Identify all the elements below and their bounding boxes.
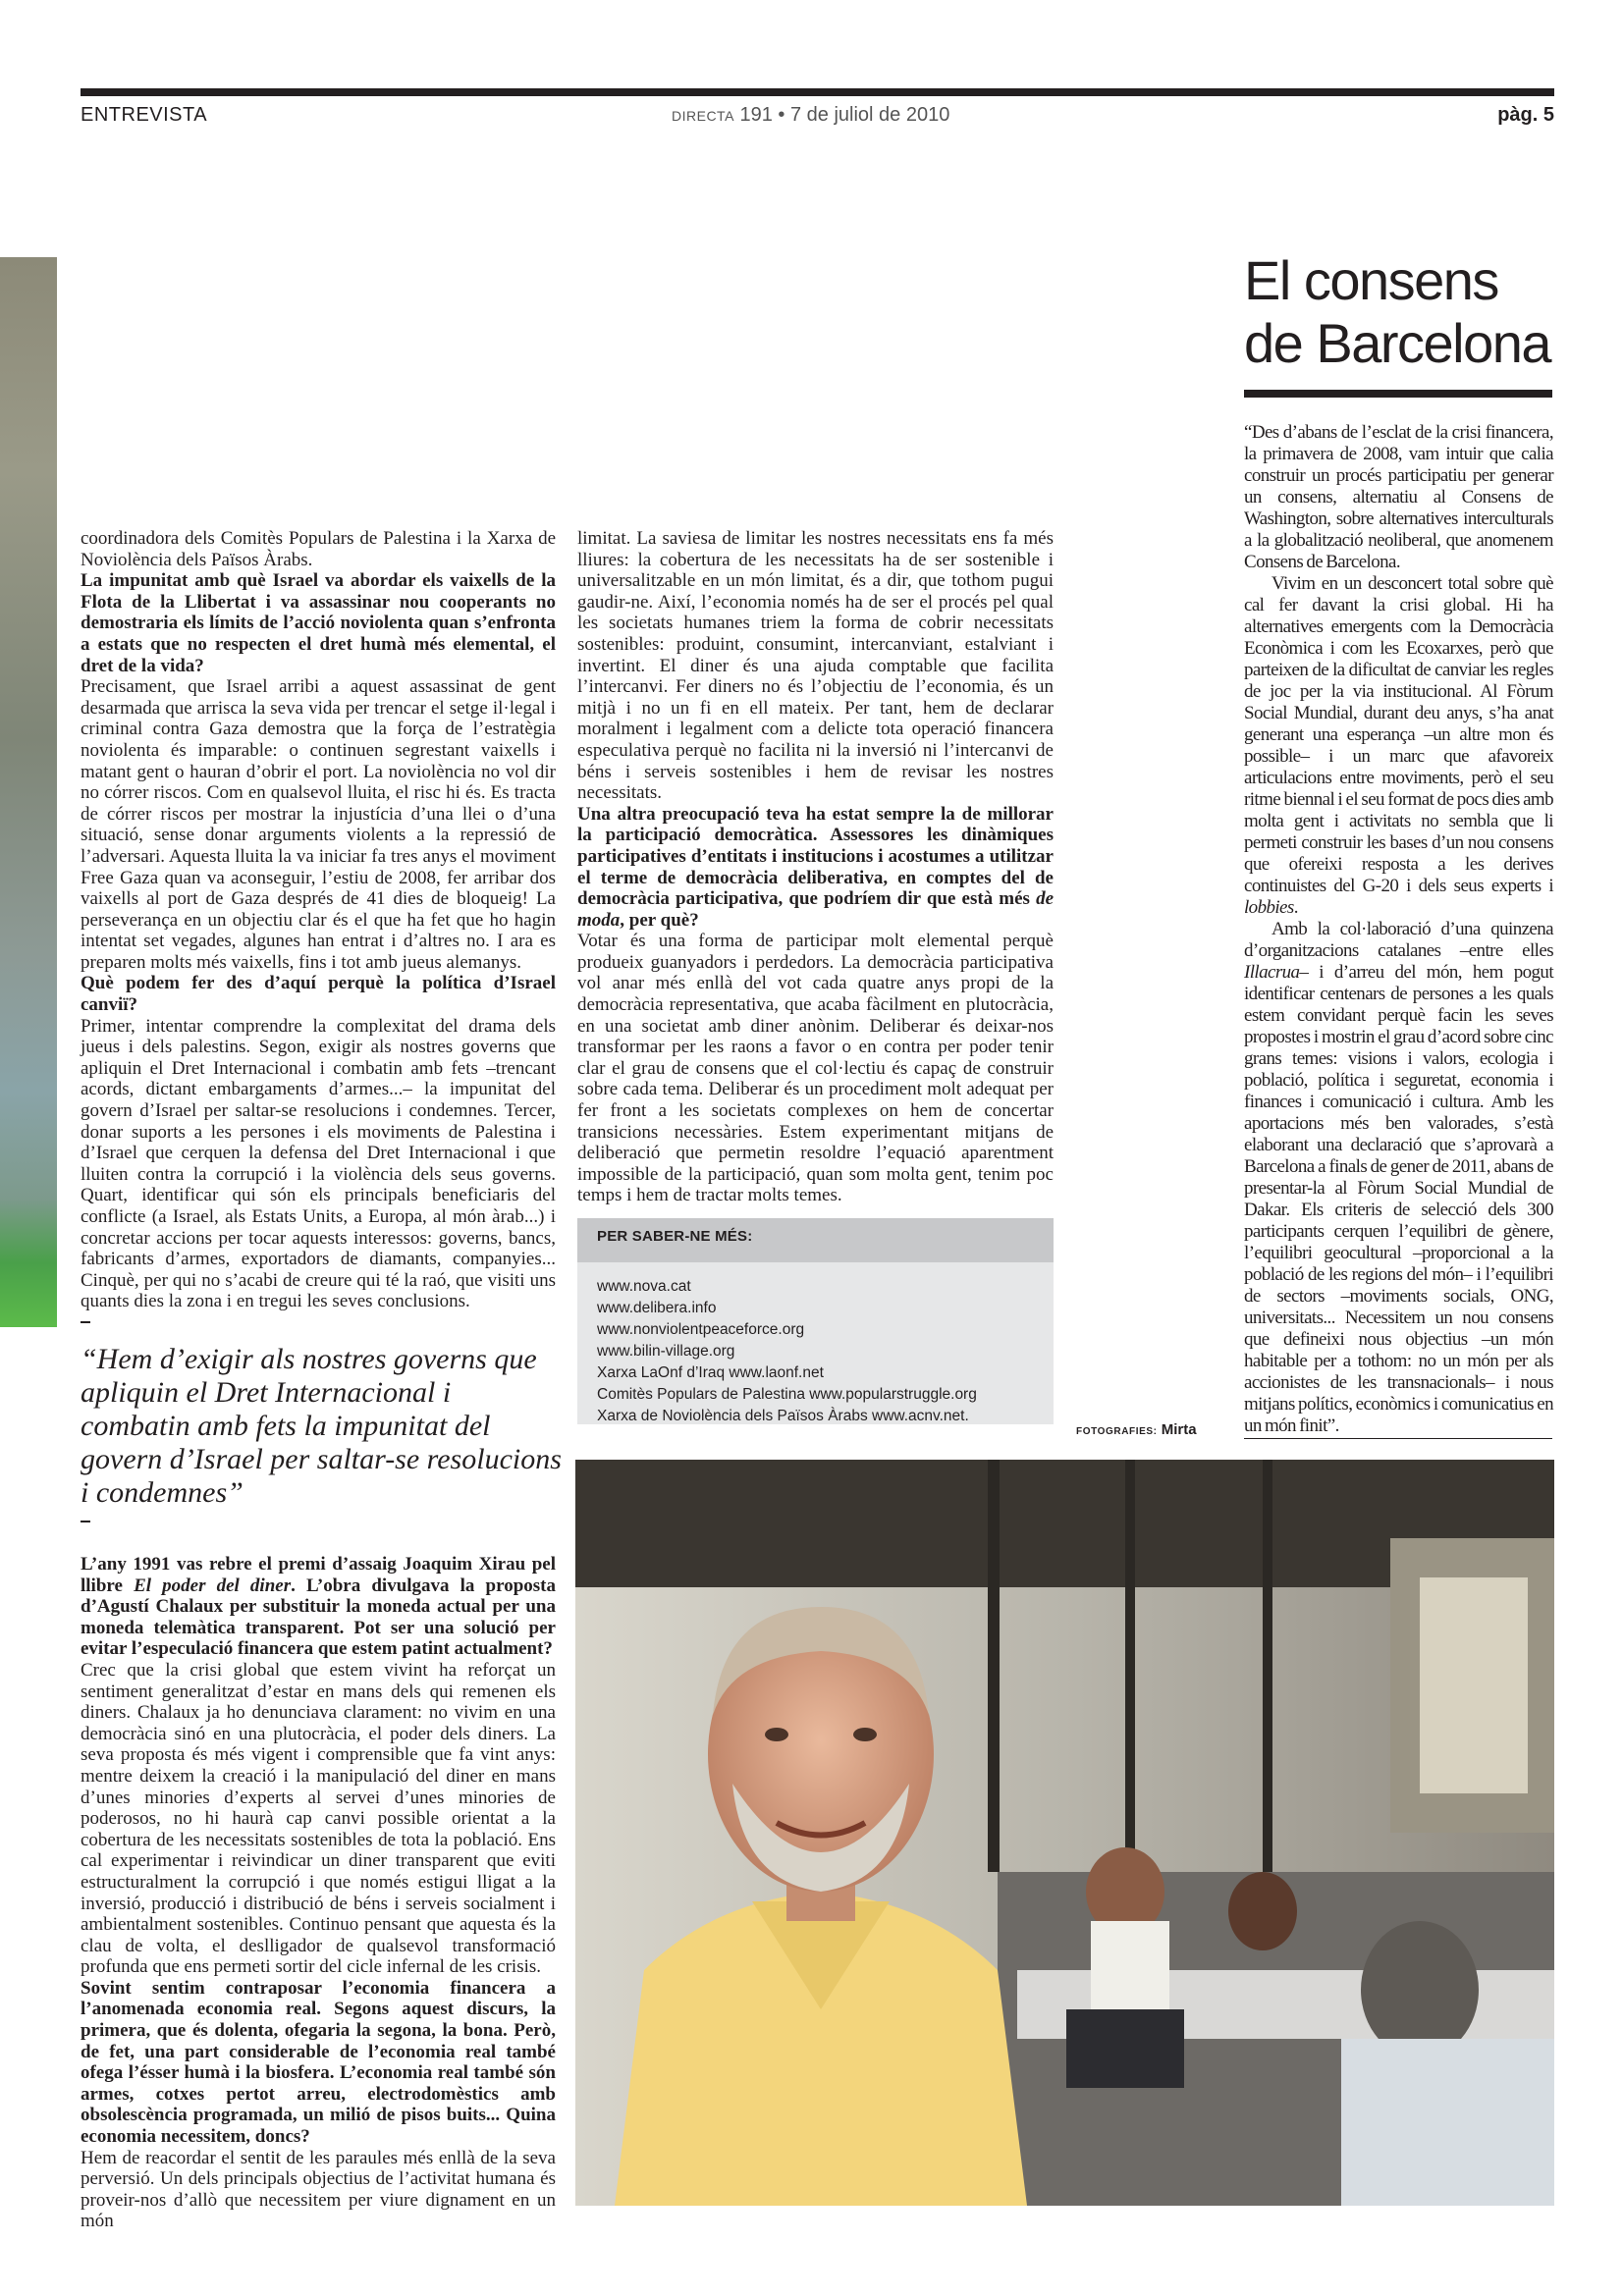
interview-question (81, 1554, 556, 1660)
interview-question (81, 570, 556, 676)
text-run: – i d’arreu del món, hem pogut identificar centenars de persones a les quals estem convidant perquè facin les seves propostes i mostrin el grau d’acord sobre cinc grans temes: visions i valors, ecologia i població, política i seguretat, economia i finances i comunicació i cultura. Amb les aportacions més ben valorades, s’està elaborant una declaració que s’aprovarà a Barcelona a finals de gener de 2011, abans de presentar-la al Fòrum Social Mundial de Dakar. Els criteris de selecció dels 300 participants cerquen l’equilibri de gènere, l’equilibri geocultural –proporcional a la població de les regions del món– i l’equilibri de sectors –moviments socials, ONG, universitats... Necessitem un nou consens que defineixi nous objectius –un món habitable per a tothom: no un món per als accionistes de les transnacionals– i nous mitjans polítics, econòmics i comunicatius en un món finit”. (1244, 962, 1553, 1436)
info-link[interactable]: www.delibera.info (597, 1300, 717, 1316)
pull-quote-dash-bottom (81, 1521, 90, 1522)
info-link[interactable]: Xarxa LaOnf d’Iraq www.laonf.net (597, 1364, 824, 1381)
sidebar-title (1244, 249, 1550, 375)
header-rule (81, 88, 1554, 96)
body-paragraph (1244, 422, 1553, 573)
office-portrait-image (575, 1460, 1554, 2206)
text-run: Hem de reacordar el sentit de les paraules més enllà de la seva perversió. Un dels principals objectius de l’activitat humana és proveir-nos d’allò que necessitem per viure dignament en un món (81, 2147, 556, 2232)
photo-credit-label: FOTOGRAFIES: (1076, 1426, 1158, 1437)
text-run: Precisament, que Israel arribi a aquest assassinat de gent desarmada que arrisca la seva vida per trencar el setge il·legal i criminal contra Gaza demostra que la força de l’estratègia noviolenta és imparable: o continuen segrestant vaixells i matant gent o hauran d’obrir el port. La noviolència no vol dir no córrer riscos. Com en qualsevol lluita, el risc hi és. Es tracta de córrer riscos per mostrar la injustícia d’una llei o d’una situació, sense donar arguments violents a la repressió de l’adversari. Aquesta lluita la va iniciar fa tres anys el moviment Free Gaza quan va aconseguir, l’estiu de 2008, fer arribar dos vaixells al port de Gaza després de 41 dies de bloqueig! La perseverança en un objectiu clar és el que ha fet que ho hagin intentat set vegades, algunes han entrat i d’altres no. I ara es preparen molts més vaixells, fins i tot amb jueus alemanys. (81, 676, 556, 973)
sidebar-title-line-2: de Barcelona (1244, 312, 1551, 374)
sidebar-body (1244, 422, 1553, 1437)
body-paragraph (81, 2148, 556, 2232)
sidebar-title-rule (1244, 390, 1552, 398)
text-run: . (1293, 897, 1298, 918)
pull-quote-dash-top (81, 1321, 90, 1323)
page-number: pàg. 5 (1497, 104, 1554, 126)
text-run: coordinadora dels Comitès Populars de Palestina i la Xarxa de Noviolència dels Països Àrabs. (81, 528, 556, 570)
text-run: limitat. La saviesa de limitar les nostres necessitats ens fa més lliures: la cobertura de les necessitats ha de ser sostenible i universalitzable en un món limitat, és a dir, que tothom pugui gaudir-ne. Així, l’economia només ha de ser el procés pel qual les societats humanes triem la forma de cobrir necessitats sostenibles: produint, consumint, intercanviant, estalviant i invertint. El diner és una ajuda comptable que facilita l’intercanvi. Fer diners no és l’objectiu de l’economia, és un mitjà i no un fi en ell mateix. Per tant, hem de declarar moralment i legalment com a delicte tota operació financera especulativa perquè no facilita ni la inversió ni l’intercanvi de béns i serveis sostenibles i hem de revisar les nostres necessitats. (577, 528, 1054, 804)
text-run: Què podem fer des d’aquí perquè la política d’Israel canviï? (81, 973, 556, 1016)
column-1-bottom (81, 1554, 556, 2232)
info-link[interactable]: Xarxa de Noviolència dels Països Àrabs www.acnv.net. (597, 1408, 969, 1424)
interview-question (577, 804, 1054, 932)
info-link[interactable]: www.nova.cat (597, 1278, 691, 1295)
photo-credit (1076, 1421, 1197, 1438)
interview-question (81, 973, 556, 1015)
photo-edge-strip (0, 257, 57, 1327)
info-box-title: PER SABER-NE MÉS: (577, 1218, 1054, 1262)
italic-text: Illacrua (1244, 962, 1300, 983)
issue-info (672, 104, 949, 127)
info-link[interactable]: www.nonviolentpeaceforce.org (597, 1321, 805, 1338)
interview-question (81, 1978, 556, 2148)
text-run: Primer, intentar comprendre la complexitat del drama dels jueus i dels palestins. Segon, exigir als nostres governs que apliquin el Dret Internacional i combatin amb fets –trencant acords, dictant embargaments d’armes...– la impunitat del govern d’Israel per saltar-se resolucions i condemnes. Tercer, donar suports a les persones i els moviments de Palestina i d’Israel que cerquen la defensa del Dret Internacional i que lluiten contra la corrupció i la violència dels seus governs. Quart, identificar qui són els principals beneficiaris del conflicte (a Israel, als Estats Units, a Europa, al món àrab...) i concretar accions per tocar aquests interessos: governs, bancs, fabricants d’armes, exportadors de diamants, companyies... Cinquè, per qui no s’acabi de creure qui té la raó, que visiti uns quants dies la zona i en tregui les seves conclusions. (81, 1015, 556, 1312)
body-paragraph (1244, 919, 1553, 1437)
text-run: Vivim en un desconcert total sobre què cal fer davant la crisi global. Hi ha alternatives emergents com la Democràcia Econòmica i com les Ecoxarxes, però que parteixen de la dificultat de canviar les regles de joc per la via institucional. Al Fòrum Social Mundial, durant deu anys, s’ha anat generant una esperança –un altre mon és possible– i un marc que afavoreix articulacions entre moviments, però el seu ritme biennal i el seu format de pocs dies amb molta gent i activitats no sembla que li permeti construir les bases d’un nou consens que ofereixi resposta a les derives continuistes del G-20 i dels seus experts i (1244, 573, 1553, 896)
italic-text: lobbies (1244, 897, 1294, 918)
text-run: La impunitat amb què Israel va abordar els vaixells de la Flota de la Llibertat i va assassinar nou cooperants no demostraria els límits de l’acció noviolenta quan s’enfronta a estats que no respecten el dret humà més elemental, el dret de la vida? (81, 570, 556, 676)
info-link[interactable]: Comitès Populars de Palestina www.popularstruggle.org (597, 1386, 977, 1403)
body-paragraph (81, 528, 556, 570)
italic-text: El poder del diner (134, 1575, 292, 1596)
text-run: Amb la col·laboració d’una quinzena d’organitzacions catalanes –entre elles (1244, 919, 1553, 961)
body-paragraph (577, 528, 1054, 804)
body-paragraph (81, 1016, 556, 1312)
sidebar-title-line-1: El consens (1244, 249, 1498, 311)
column-2 (577, 528, 1054, 1206)
info-box-links (577, 1262, 1054, 1427)
column-1-top (81, 528, 556, 1312)
text-run: Crec que la crisi global que estem vivint ha reforçat un sentiment generalitzat d’estar en mans dels qui remenen els diners. Chalaux ja ho denunciava clarament: no vivim en una democràcia sinó en una plutocràcia, el poder dels diners. La seva proposta és més vigent i comprensible que fa vint anys: mentre deixem la creació i la manipulació del diner en mans d’unes minories d’experts al servei d’unes minories de poderosos, no hi haurà cap canvi possible orientat a la cobertura de les necessitats sostenibles de tota la població. Ens cal experimentar i reivindicar un diner transparent que eviti estructuralment la corrupció i que només estigui lligat a la inversió, producció i distribució de béns i serveis socialment i ambientalment sostenibles. Continuo pensant que aquesta és la clau de volta, el deslligador de qualsevol transformació profunda que ens permeti sortir del cicle infernal de les crisis. (81, 1659, 556, 1978)
text-run: “Des d’abans de l’esclat de la crisi financera, la primavera de 2008, vam intuir que calia construir un procés participatiu per generar un consens, alternatiu al Consens de Washington, sobre alternatives interculturals a la globalització neoliberal, que anomenem Consens de Barcelona. (1244, 422, 1553, 572)
body-paragraph (81, 1660, 556, 1978)
italic-text: de moda (577, 888, 1054, 931)
sidebar-end-rule (1244, 1438, 1552, 1439)
text-run: Votar és una forma de participar molt elemental perquè produeix guanyadors i perdedors. La democràcia participativa vol anar més enllà del vot cada quatre anys propi de la democràcia representativa, que acaba fàcilment en plutocràcia, en una societat amb diner anònim. Deliberar és deixar-nos transformar per les raons a favor o en contra per poder tenir clar el grau de consens que el col·lectiu és capaç de construir sobre cada tema. Deliberar és un procediment molt adequat per fer front a les societats complexes on hem de concertar transicions necessàries. Estem experimentant mitjans de deliberació que permetin resoldre l’equació aparentment impossible de la participació, quan som molta gent, tenim poc temps i hem de tractar molts temes. (577, 931, 1054, 1206)
info-link[interactable]: www.bilin-village.org (597, 1343, 735, 1360)
text-run: . L’obra divulgava la proposta d’Agustí Chalaux per substituir la moneda actual per una moneda telemàtica transparent. Pot ser una solució per evitar l’especulació financera que estem patint actualment? (81, 1575, 556, 1660)
interview-photo (575, 1460, 1554, 2206)
body-paragraph (1244, 573, 1553, 919)
text-run: Una altra preocupació teva ha estat sempre la de millorar la participació democràtica. Assessores les dinàmiques participatives d’entitats i institucions i acostumes a utilitzar el terme de democràcia deliberativa, en comptes del de democràcia participativa, que podríem dir que està més (577, 803, 1054, 910)
section-label: ENTREVISTA (81, 104, 208, 126)
body-paragraph (577, 931, 1054, 1206)
pull-quote: “Hem d’exigir als nostres governs que apliquin el Dret Internacional i combatin amb fets la impunitat del govern d’Israel per saltar-se resolucions i condemnes” (81, 1343, 562, 1509)
photo-credit-name: Mirta (1161, 1421, 1197, 1438)
text-run: Sovint sentim contraposar l’economia financera a l’anomenada economia real. Segons aquest discurs, la primera, que és dolenta, ofegaria la segona, la bona. Però, de fet, una part considerable de l’economia real també ofega l’ésser humà i la biosfera. L’economia real també són armes, cotxes pertot arreu, electrodomèstics amb obsolescència programada, un milió de pisos buits... Quina economia necessitem, doncs? (81, 1977, 556, 2148)
issue-date: 191 • 7 de juliol de 2010 (739, 104, 950, 126)
body-paragraph (81, 676, 556, 973)
text-run: L’any 1991 vas rebre el premi d’assaig Joaquim Xirau pel llibre (81, 1554, 556, 1596)
info-box (577, 1218, 1054, 1424)
publication-name: DIRECTA (672, 108, 734, 124)
text-run: , per què? (620, 909, 699, 931)
